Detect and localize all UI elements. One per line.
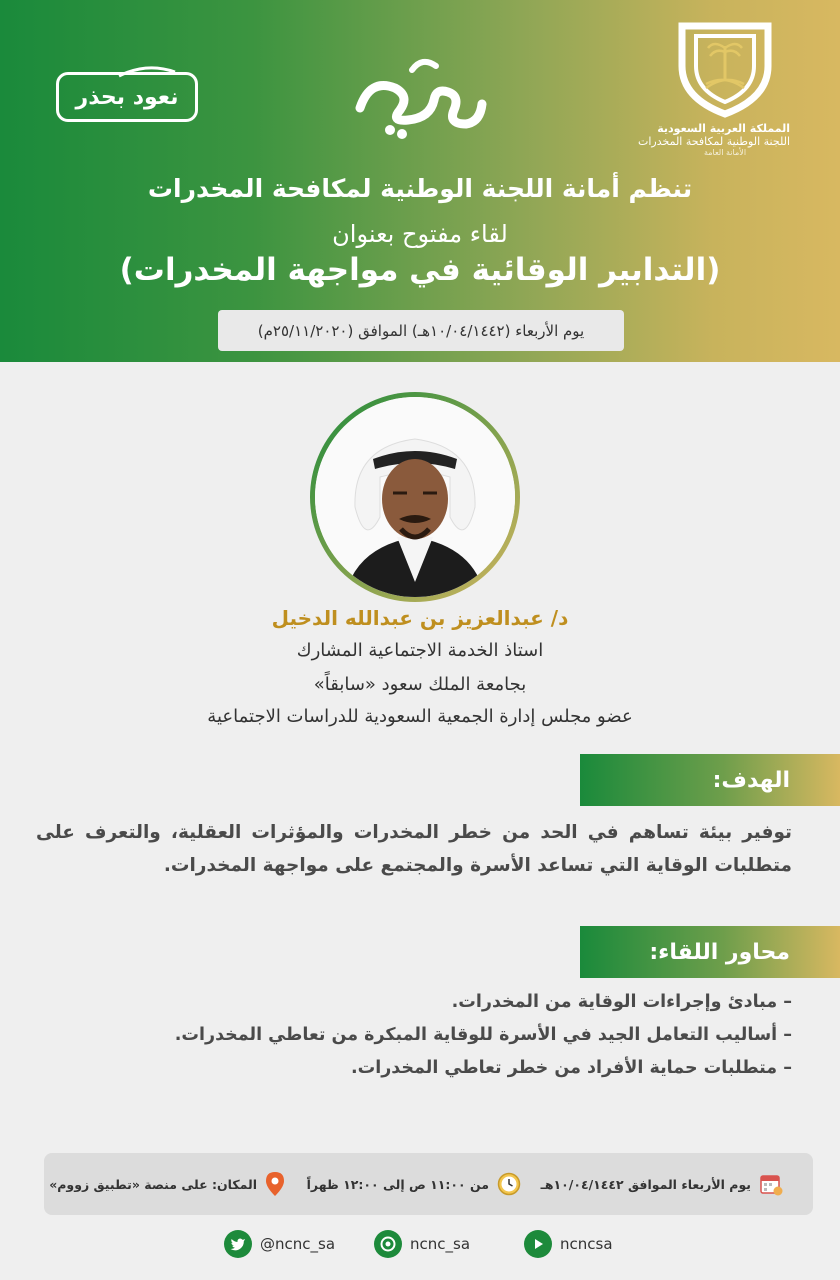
camera-icon xyxy=(374,1230,402,1258)
emblem-country: المملكة العربية السعودية xyxy=(657,122,790,135)
topics-list xyxy=(36,986,792,1085)
info-place xyxy=(49,1153,285,1215)
snapchat-link[interactable] xyxy=(374,1228,470,1260)
topic-item: – متطلبات حماية الأفراد من خطر تعاطي المخدرات. xyxy=(351,1058,792,1078)
info-place-text: المكان: على منصة «تطبيق زووم» xyxy=(49,1176,257,1192)
youtube-link[interactable] xyxy=(524,1228,613,1260)
event-date-box: يوم الأربعاء (١٠/٠٤/١٤٤٢هـ) الموافق (٢٥/١١/٢٠٢٠م) xyxy=(218,310,624,351)
topic-item: – أساليب التعامل الجيد في الأسرة للوقاية المبكرة من تعاطي المخدرات. xyxy=(174,1025,792,1045)
organizer-line: تنظم أمانة اللجنة الوطنية لمكافحة المخدرات xyxy=(147,174,693,203)
speaker-university: بجامعة الملك سعود «سابقاً» xyxy=(313,674,527,695)
topic-item: – مبادئ وإجراءات الوقاية من المخدرات. xyxy=(451,992,792,1012)
location-pin-icon xyxy=(265,1171,285,1197)
info-date xyxy=(541,1153,783,1215)
speaker-photo xyxy=(315,397,515,597)
speaker-photo-frame xyxy=(310,392,520,602)
snapchat-handle: ncnc_sa xyxy=(410,1235,471,1253)
goal-heading: الهدف: xyxy=(580,754,840,806)
emblem-committee: اللجنة الوطنية لمكافحة المخدرات xyxy=(638,135,790,148)
awareness-calligraphy-logo xyxy=(350,48,490,143)
ncnc-emblem xyxy=(638,18,790,168)
palm-swords-icon xyxy=(670,18,780,118)
speaker-name: د/ عبدالعزيز بن عبدالله الدخيل xyxy=(271,606,569,630)
swoosh-icon xyxy=(117,66,177,78)
speaker-title: استاذ الخدمة الاجتماعية المشارك xyxy=(296,640,544,661)
topics-heading: محاور اللقاء: xyxy=(580,926,840,978)
info-date-text: يوم الأربعاء الموافق ١٠/٠٤/١٤٤٢هـ xyxy=(540,1176,751,1192)
event-type-line: لقاء مفتوح بعنوان xyxy=(332,220,508,248)
play-icon xyxy=(524,1230,552,1258)
twitter-icon xyxy=(224,1230,252,1258)
header-banner xyxy=(0,0,840,362)
twitter-handle: @ncnc_sa xyxy=(260,1235,336,1253)
clock-icon xyxy=(497,1172,521,1196)
twitter-link[interactable] xyxy=(224,1228,335,1260)
goal-text: توفير بيئة تساهم في الحد من خطر المخدرات والمؤثرات العقلية، والتعرف على متطلبات الوقاية التي تساعد الأسرة والمجتمع على مواجهة المخدرات. xyxy=(36,822,792,876)
info-time xyxy=(307,1153,521,1215)
slogan-badge xyxy=(56,72,198,122)
slogan-text: نعود بحذر xyxy=(75,84,179,110)
calendar-icon xyxy=(759,1172,783,1196)
speaker-membership: عضو مجلس إدارة الجمعية السعودية للدراسات الاجتماعية xyxy=(207,706,633,727)
emblem-secretariat: الأمانة العامة xyxy=(703,148,747,157)
event-title: (التدابير الوقائية في مواجهة المخدرات) xyxy=(119,252,721,288)
info-time-text: من ١١:٠٠ ص إلى ١٢:٠٠ ظهراً xyxy=(306,1176,489,1192)
youtube-handle: ncncsa xyxy=(560,1235,613,1253)
event-info-bar xyxy=(44,1153,813,1215)
